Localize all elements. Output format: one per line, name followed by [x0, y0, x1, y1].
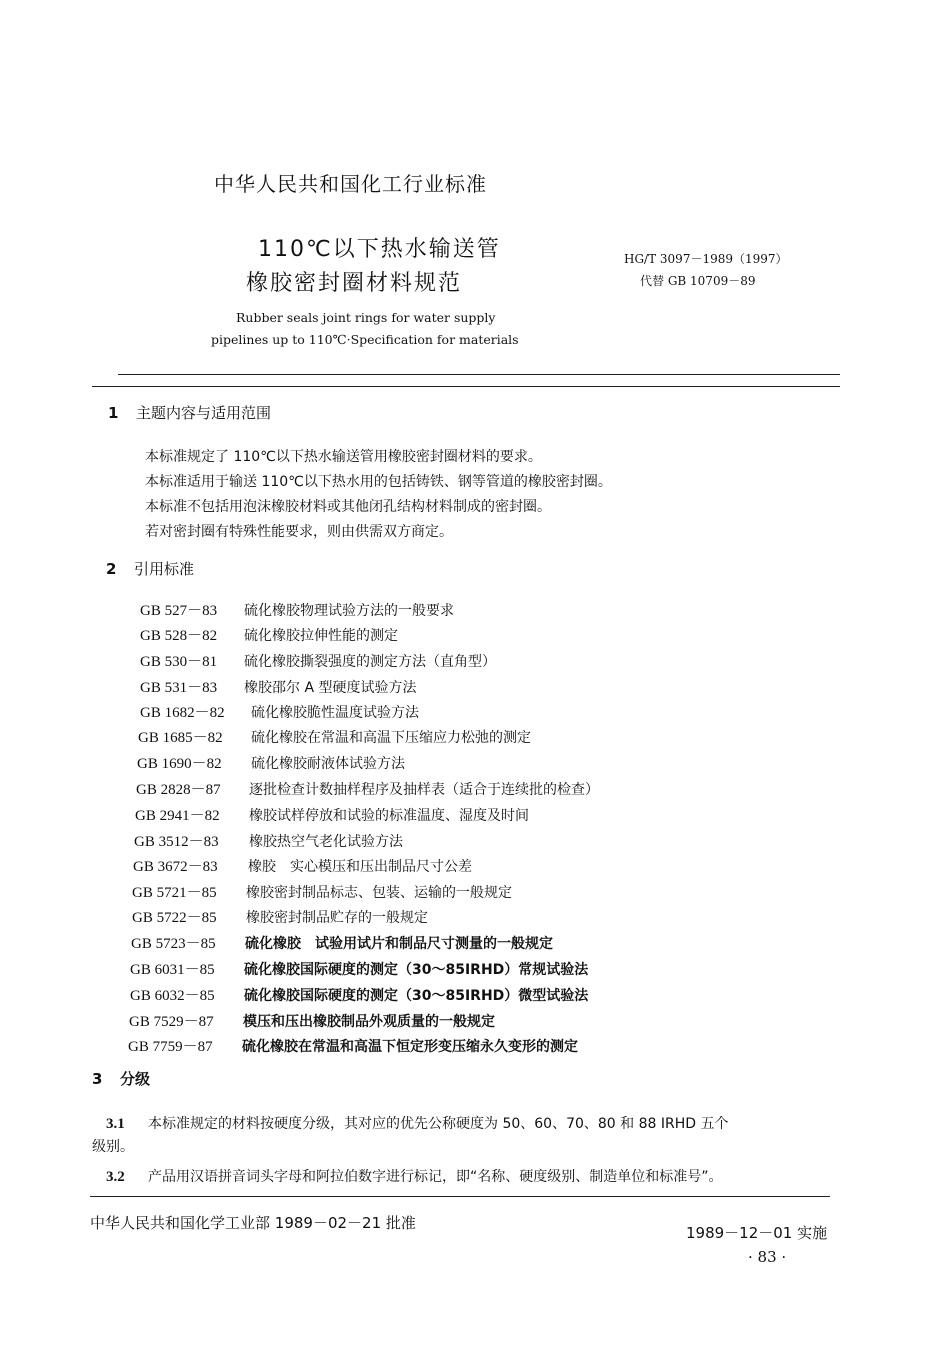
footer-divider [90, 1196, 830, 1197]
reference-title: 硫化橡胶在常温和高温下压缩应力松弛的测定 [251, 730, 531, 746]
reference-item [132, 906, 428, 927]
reference-code: GB 5721－85 [132, 885, 217, 901]
reference-title: 硫化橡胶 试验用试片和制品尺寸测量的一般规定 [245, 936, 553, 952]
reference-title: 硫化橡胶脆性温度试验方法 [251, 705, 419, 721]
section-3-heading [92, 1068, 150, 1089]
reference-item [137, 752, 405, 773]
reference-title: 逐批检查计数抽样程序及抽样表（适合于连续批的检查） [249, 782, 599, 798]
reference-code: GB 2941－82 [135, 808, 220, 824]
reference-title: 硫化橡胶撕裂强度的测定方法（直角型） [244, 654, 496, 670]
section-1-heading [108, 402, 271, 423]
reference-code: GB 527－83 [140, 603, 218, 619]
reference-code: GB 3672－83 [133, 859, 218, 875]
section-1-paragraph: 本标准不包括用泡沫橡胶材料或其他闭孔结构材料制成的密封圈。 [145, 499, 551, 515]
reference-title: 硫化橡胶在常温和高温下恒定形变压缩永久变形的测定 [242, 1039, 578, 1055]
clause-3-2 [106, 1166, 723, 1186]
reference-title: 硫化橡胶国际硬度的测定（30～85IRHD）微型试验法 [244, 988, 589, 1004]
reference-item [140, 624, 398, 645]
reference-code: GB 1685－82 [138, 730, 223, 746]
standard-code: HG/T 3097－1989（1997） [624, 252, 788, 266]
reference-item [140, 701, 419, 722]
clause-3-1 [106, 1113, 729, 1133]
reference-code: GB 2828－87 [136, 782, 221, 798]
reference-code: GB 1690－82 [137, 756, 222, 772]
reference-item [140, 599, 454, 620]
reference-item [130, 984, 588, 1005]
reference-title: 橡胶邵尔 A 型硬度试验方法 [244, 680, 417, 696]
reference-title: 橡胶热空气老化试验方法 [249, 834, 403, 850]
header-divider-bottom [92, 386, 840, 387]
reference-item [135, 804, 529, 825]
reference-title: 硫化橡胶物理试验方法的一般要求 [244, 603, 454, 619]
reference-item [134, 830, 403, 851]
reference-code: GB 7759－87 [128, 1039, 213, 1055]
section-2-heading [106, 558, 194, 579]
reference-item [136, 778, 599, 799]
reference-code: GB 5723－85 [131, 936, 216, 952]
reference-title: 模压和压出橡胶制品外观质量的一般规定 [243, 1014, 495, 1030]
reference-code: GB 530－81 [140, 654, 218, 670]
reference-title: 橡胶密封制品标志、包装、运输的一般规定 [246, 885, 512, 901]
reference-code: GB 5722－85 [132, 910, 217, 926]
english-title-line-1: Rubber seals joint rings for water supply [236, 310, 496, 325]
clause-3-1-number: 3.1 [106, 1116, 125, 1132]
clause-3-2-number: 3.2 [106, 1169, 125, 1185]
reference-title: 硫化橡胶国际硬度的测定（30～85IRHD）常规试验法 [244, 962, 589, 978]
approval-line: 中华人民共和国化学工业部 1989－02－21 批准 [90, 1214, 416, 1232]
section-3-number: 3 [92, 1070, 103, 1088]
reference-title: 橡胶 实心模压和压出制品尺寸公差 [248, 859, 472, 875]
reference-item [132, 881, 512, 902]
page-number: · 83 · [748, 1248, 787, 1266]
reference-title: 硫化橡胶耐液体试验方法 [251, 756, 405, 772]
section-2-title: 引用标准 [134, 560, 195, 578]
reference-code: GB 3512－83 [134, 834, 219, 850]
document-title-line-2: 橡胶密封圈材料规范 [246, 271, 463, 296]
section-1-paragraph: 本标准规定了 110℃以下热水输送管用橡胶密封圈材料的要求。 [145, 449, 542, 465]
reference-item [138, 726, 531, 747]
section-1-number: 1 [108, 404, 119, 422]
reference-title: 橡胶密封制品贮存的一般规定 [246, 910, 428, 926]
document-title-line-1: 110℃以下热水输送管 [258, 237, 501, 262]
replaces-code: 代替 GB 10709－89 [640, 274, 756, 288]
english-title-line-2: pipelines up to 110℃·Specification for materials [211, 332, 519, 347]
reference-title: 橡胶试样停放和试验的标准温度、湿度及时间 [249, 808, 529, 824]
section-3-title: 分级 [120, 1070, 151, 1088]
reference-item [131, 932, 553, 953]
clause-3-2-text: 产品用汉语拼音词头字母和阿拉伯数字进行标记，即“名称、硬度级别、制造单位和标准号”。 [148, 1169, 723, 1185]
reference-code: GB 6032－85 [130, 988, 215, 1004]
section-1-paragraph: 若对密封圈有特殊性能要求，则由供需双方商定。 [145, 524, 453, 540]
reference-code: GB 1682－82 [140, 705, 225, 721]
section-1-paragraph: 本标准适用于输送 110℃以下热水用的包括铸铁、钢等管道的橡胶密封圈。 [145, 474, 612, 490]
reference-item [140, 650, 496, 671]
section-1-title: 主题内容与适用范围 [136, 404, 272, 422]
standard-body-title: 中华人民共和国化工行业标准 [214, 172, 487, 196]
section-2-number: 2 [106, 560, 117, 578]
header-divider-top [118, 374, 840, 375]
reference-title: 硫化橡胶拉伸性能的测定 [244, 628, 398, 644]
clause-3-1-continuation: 级别。 [92, 1139, 134, 1155]
reference-item [133, 855, 472, 876]
effective-date: 1989－12－01 实施 [686, 1224, 828, 1242]
reference-code: GB 531－83 [140, 680, 218, 696]
reference-item [130, 958, 588, 979]
reference-item [128, 1035, 578, 1056]
clause-3-1-text: 本标准规定的材料按硬度分级，其对应的优先公称硬度为 50、60、70、80 和 88 IRHD 五个 [148, 1116, 729, 1132]
reference-item [140, 676, 416, 697]
reference-code: GB 7529－87 [129, 1014, 214, 1030]
reference-code: GB 6031－85 [130, 962, 215, 978]
reference-code: GB 528－82 [140, 628, 218, 644]
reference-item [129, 1010, 495, 1031]
